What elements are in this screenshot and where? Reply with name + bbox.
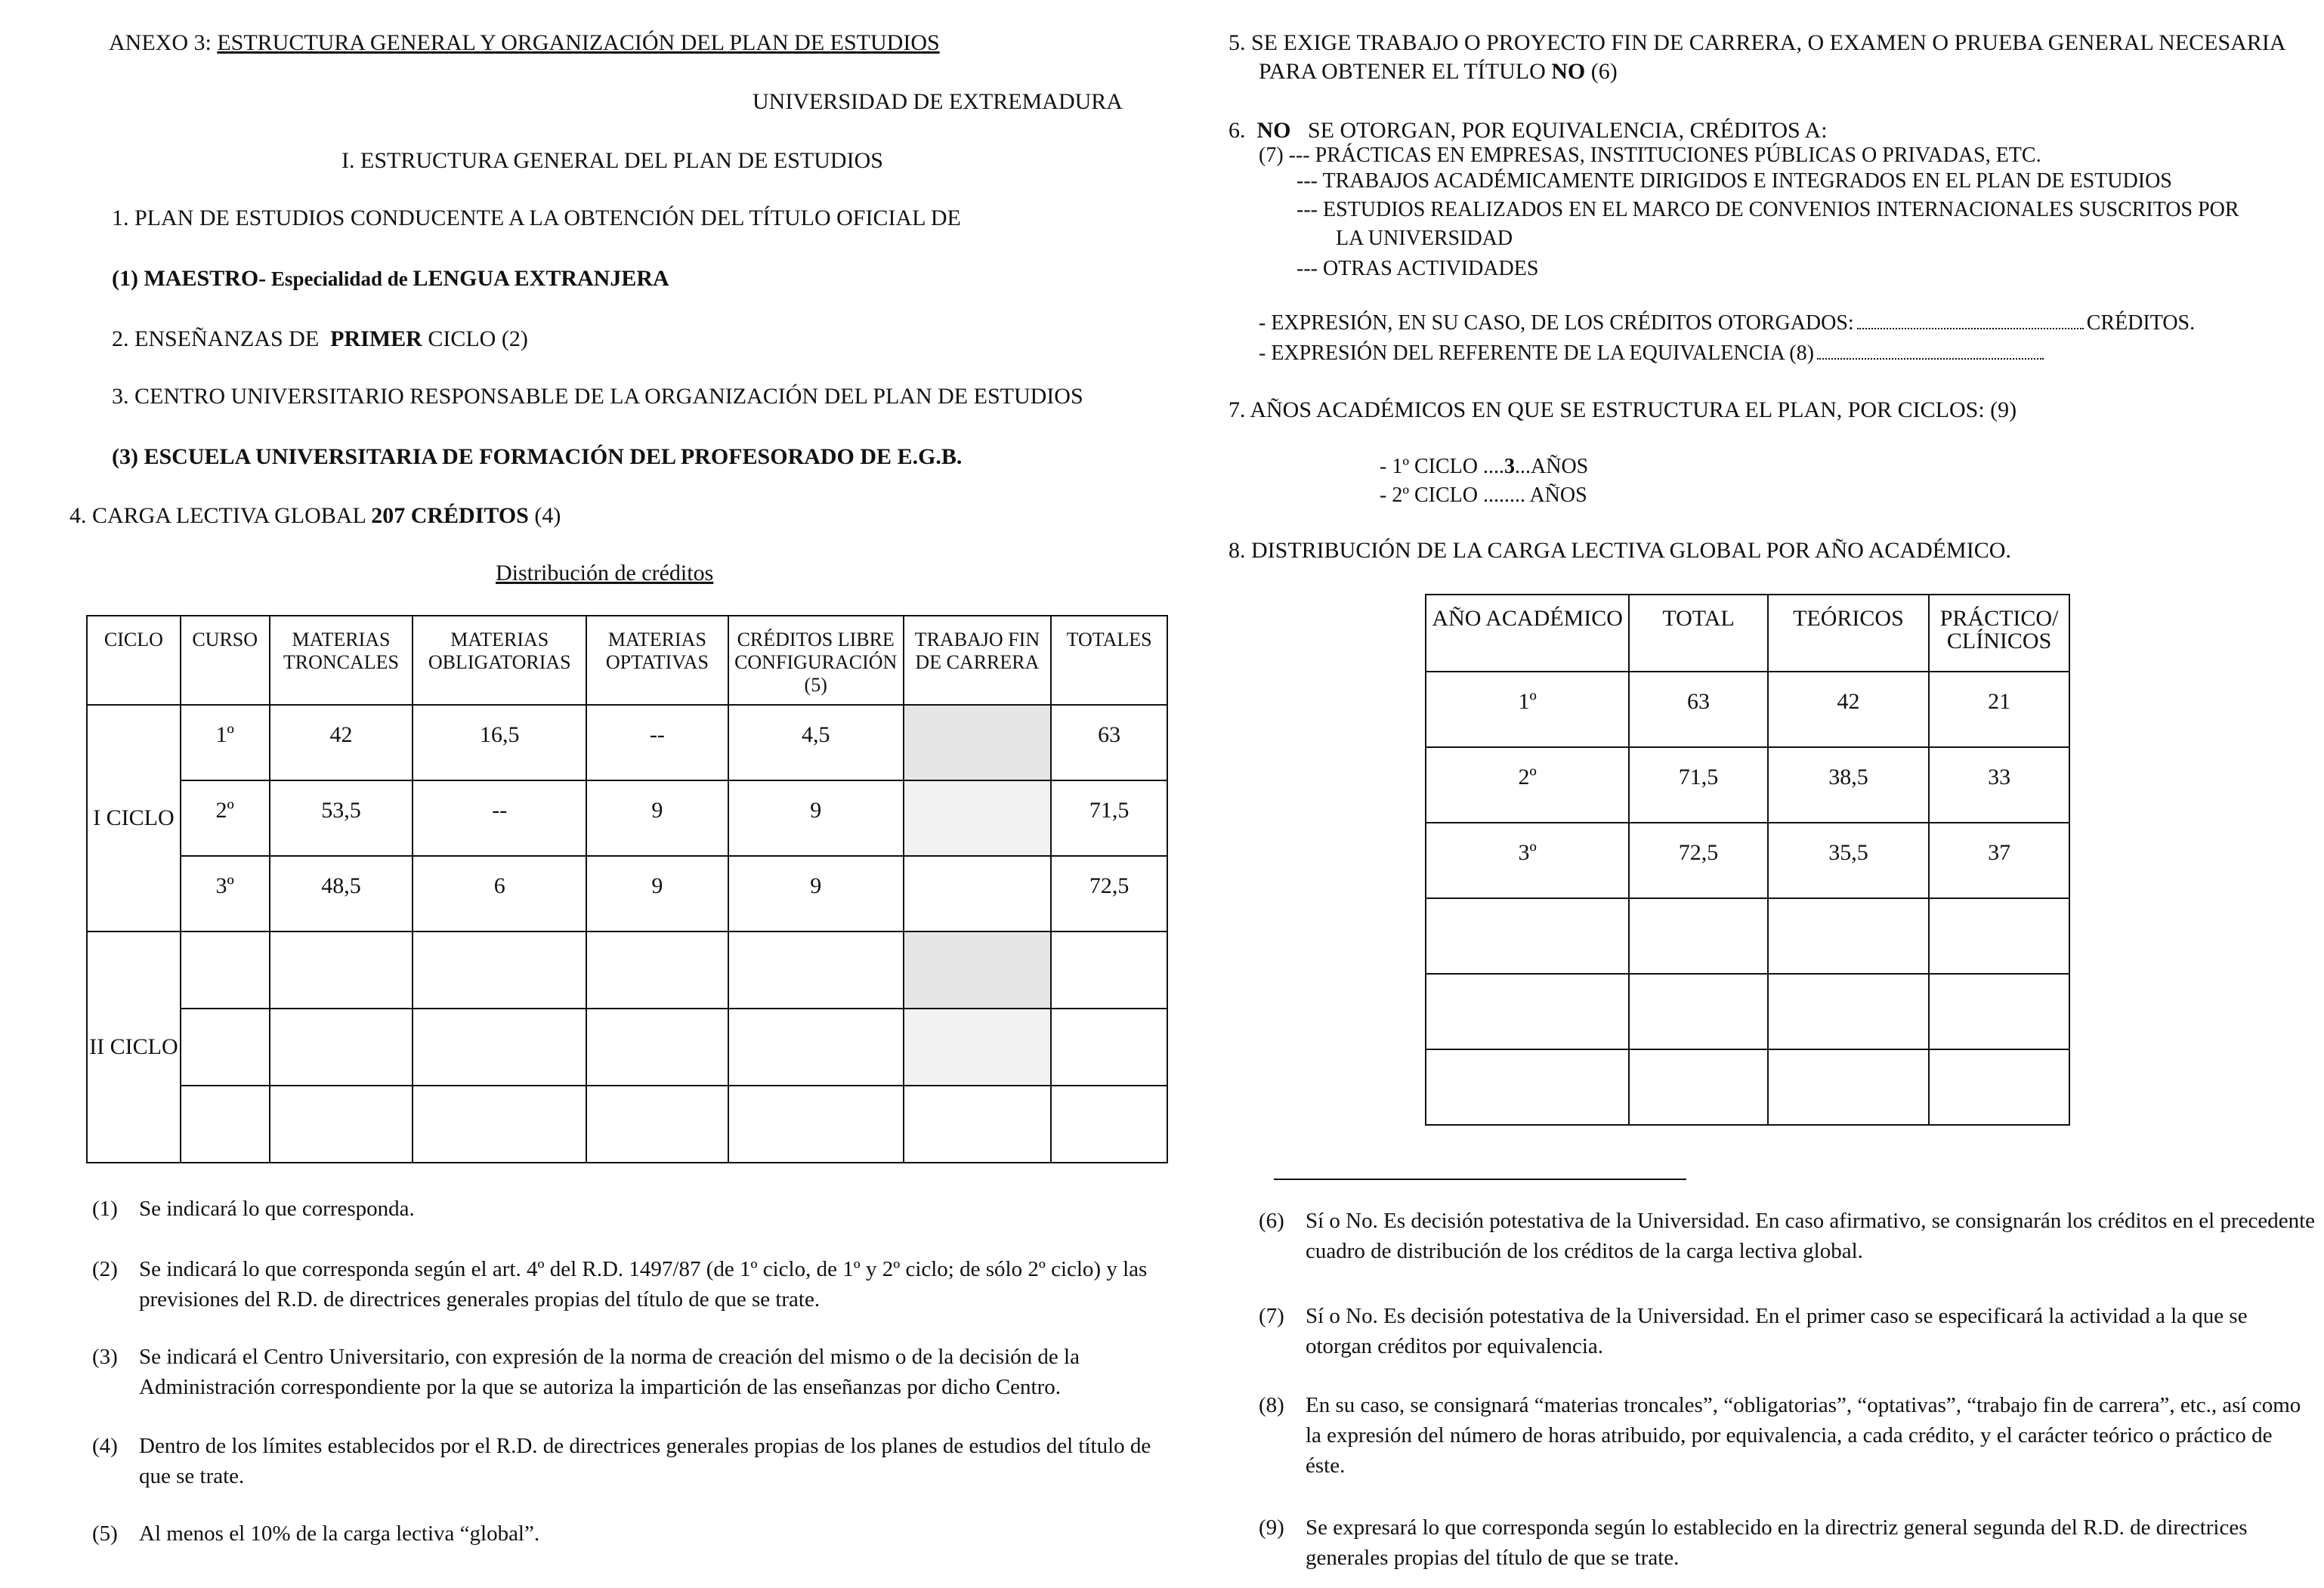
table-row [1426,898,2069,974]
credits-table [86,615,1168,1163]
table-row [1426,1049,2069,1125]
col-teoricos: TEÓRICOS [1768,595,1930,672]
expr-referente: - EXPRESIÓN DEL REFERENTE DE LA EQUIVALENCIA (8) [1259,341,2044,366]
university-name: UNIVERSIDAD DE EXTREMADURA [753,89,1123,114]
col-totales: TOTALES [1051,616,1167,705]
col-total: TOTAL [1629,595,1767,672]
item-6-list-5: --- OTRAS ACTIVIDADES [1296,257,1539,280]
distribution-title: Distribución de créditos [496,561,714,585]
annex-heading: ANEXO 3: ESTRUCTURA GENERAL Y ORGANIZACIÓN DEL PLAN DE ESTUDIOS [109,30,940,55]
col-practicos: PRÁCTICO/ CLÍNICOS [1929,595,2069,672]
footnote-7: (7) Sí o No. Es decisión potestativa de la Universidad. En el primer caso se especificará la actividad a la que se otorgan créditos por equivalencia. [1259,1304,2248,1358]
item-2: 2. ENSEÑANZAS DE PRIMER CICLO (2) [112,326,528,351]
footnote-6: (6) Sí o No. Es decisión potestativa de la Universidad. En caso afirmativo, se consignarán los créditos en el precedente cuadro de distribución de los créditos de la carga lectiva global. [1259,1209,2316,1263]
col-curso: CURSO [181,616,270,705]
col-trabajo: TRABAJO FIN DE CARRERA [904,616,1052,705]
item-4: 4. CARGA LECTIVA GLOBAL 207 CRÉDITOS (4) [70,503,561,528]
footnote-1: (1) Se indicará lo que corresponda. [92,1197,415,1221]
footnote-8: (8) En su caso, se consignará “materias troncales”, “obligatorias”, “optativas”, “trabajo fin de carrera”, etc., así como la expresión del número de horas atribuido, por equivalencia, a cada crédito, y el carácter teórico o práctico de éste. [1259,1393,2301,1478]
item-7: 7. AÑOS ACADÉMICOS EN QUE SE ESTRUCTURA EL PLAN, POR CICLOS: (9) [1228,397,2017,422]
table-row: 3º 72,5 35,5 37 [1426,823,2069,898]
annex-title: ESTRUCTURA GENERAL Y ORGANIZACIÓN DEL PLAN DE ESTUDIOS [217,30,940,55]
col-ciclo: CICLO [87,616,181,705]
item-3-value: (3) ESCUELA UNIVERSITARIA DE FORMACIÓN DEL PROFESORADO DE E.G.B. [112,444,963,469]
col-troncales: MATERIAS TRONCALES [270,616,413,705]
col-libre: CRÉDITOS LIBRE CONFIGURACIÓN (5) [728,616,904,705]
item-6-list-1: (7) --- PRÁCTICAS EN EMPRESAS, INSTITUCIONES PÚBLICAS O PRIVADAS, ETC. [1259,144,2041,167]
table-row [87,931,1167,1009]
ciclo-i: I CICLO [87,705,181,931]
ciclo-1-anos: - 1º CICLO ....3...AÑOS [1380,455,1589,478]
item-1-value: (1) MAESTRO- Especialidad de LENGUA EXTRANJERA [112,266,669,291]
col-obligatorias: MATERIAS OBLIGATORIAS [413,616,586,705]
table-row: 1º 63 42 21 [1426,672,2069,747]
item-6-list-4: LA UNIVERSIDAD [1336,227,1513,250]
table-row: 3º 48,5 6 9 9 72,5 [87,856,1167,931]
expr-creditos: - EXPRESIÓN, EN SU CASO, DE LOS CRÉDITOS OTORGADOS: CRÉDITOS. [1259,311,2196,335]
item-1: 1. PLAN DE ESTUDIOS CONDUCENTE A LA OBTENCIÓN DEL TÍTULO OFICIAL DE [112,205,961,230]
col-ano: AÑO ACADÉMICO [1426,595,1629,672]
right-page [1209,0,2324,1588]
item-8: 8. DISTRIBUCIÓN DE LA CARGA LECTIVA GLOBAL POR AÑO ACADÉMICO. [1228,538,2011,563]
item-6-list-2: --- TRABAJOS ACADÉMICAMENTE DIRIGIDOS E INTEGRADOS EN EL PLAN DE ESTUDIOS [1296,169,2172,193]
table-row: 2º 53,5 -- 9 9 71,5 [87,780,1167,856]
item-3: 3. CENTRO UNIVERSITARIO RESPONSABLE DE LA ORGANIZACIÓN DEL PLAN DE ESTUDIOS [112,384,1083,409]
footnote-separator [1274,1179,1686,1180]
table-row [87,1009,1167,1086]
table-row: 2º 71,5 38,5 33 [1426,747,2069,823]
footnote-9: (9) Se expresará lo que corresponda según lo establecido en la directriz general segunda del R.D. de directrices generales propias del título de que se trate. [1259,1515,2248,1570]
item-5-line-2: PARA OBTENER EL TÍTULO NO (6) [1259,59,1618,84]
year-load-table [1425,594,2070,1126]
table-row: I CICLO 1º 42 16,5 -- 4,5 63 [87,705,1167,780]
ciclo-2-anos: - 2º CICLO ........ AÑOS [1380,484,1587,507]
item-6-list-3: --- ESTUDIOS REALIZADOS EN EL MARCO DE CONVENIOS INTERNACIONALES SUSCRITOS POR [1296,198,2239,221]
item-6: 6. NO SE OTORGAN, POR EQUIVALENCIA, CRÉDITOS A: [1228,118,1828,143]
table-row [87,1086,1167,1163]
footnote-5: (5) Al menos el 10% de la carga lectiva “global”. [92,1522,540,1546]
table-row [1426,974,2069,1049]
footnote-3: (3) Se indicará el Centro Universitario, con expresión de la norma de creación del mismo o de la decisión de la Administración correspondiente por la que se autoriza la impartición de las enseñanzas por dicho Centro. [92,1345,1080,1399]
col-optativas: MATERIAS OPTATIVAS [586,616,728,705]
footnote-2: (2) Se indicará lo que corresponda según el art. 4º del R.D. 1497/87 (de 1º ciclo, de 1º y 2º ciclo; de sólo 2º ciclo) y las previsiones del R.D. de directrices generales propias del título de que se trate. [92,1257,1148,1311]
footnote-4: (4) Dentro de los límites establecidos por el R.D. de directrices generales propias de los planes de estudios del título de que se trate. [92,1434,1151,1488]
section-title: I. ESTRUCTURA GENERAL DEL PLAN DE ESTUDIOS [341,148,883,173]
ciclo-ii: II CICLO [87,931,181,1163]
item-5: 5. SE EXIGE TRABAJO O PROYECTO FIN DE CARRERA, O EXAMEN O PRUEBA GENERAL NECESARIA [1228,30,2286,55]
